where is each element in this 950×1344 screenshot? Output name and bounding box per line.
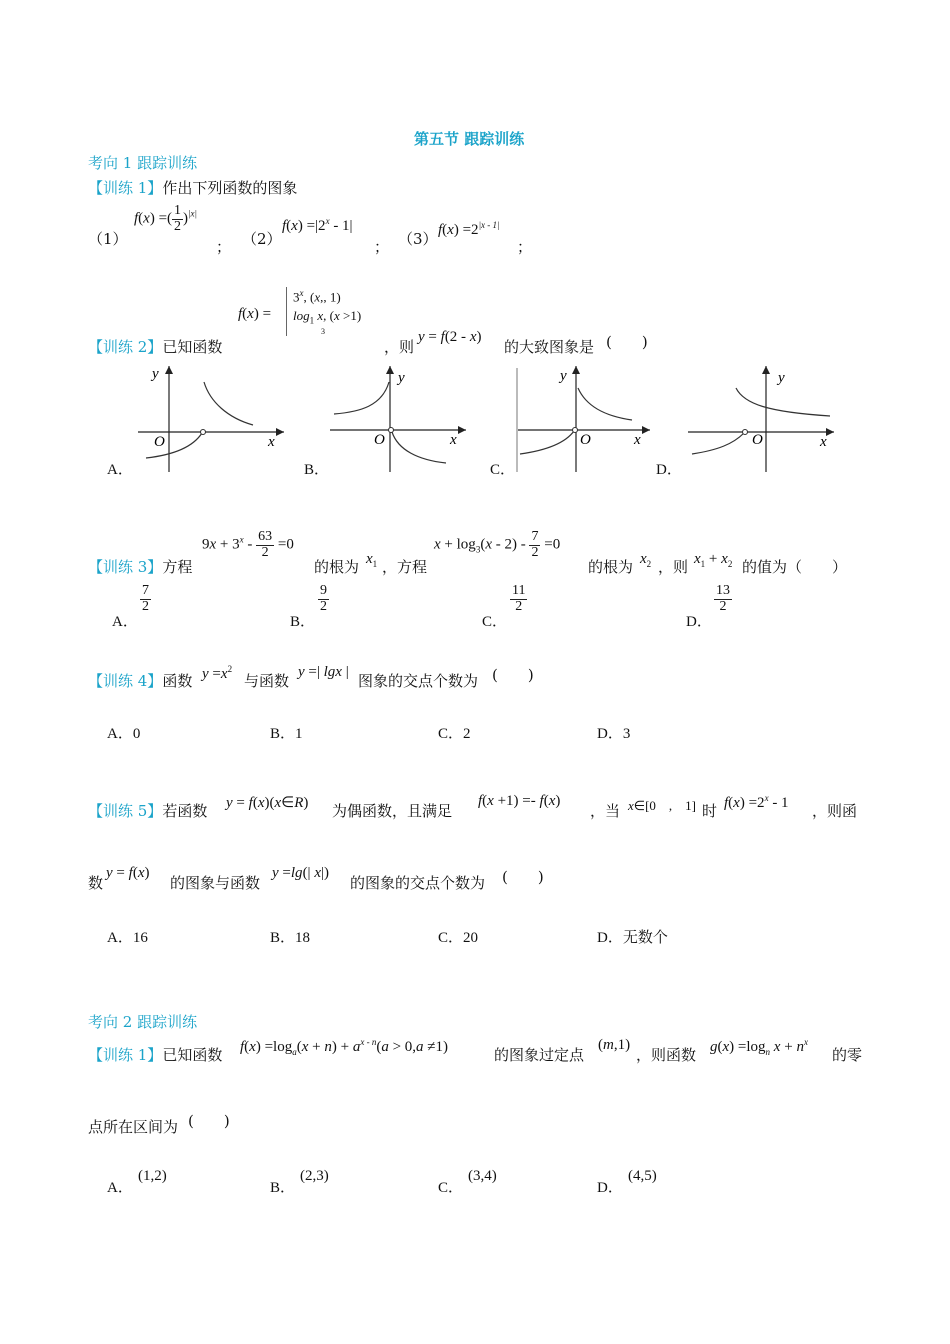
s1-q1-text: 作出下列函数的图象 [162,179,298,197]
s1-q5-text-a: 若函数 [162,802,208,820]
s1-q3-text-c: ，方程 [382,558,428,576]
s1-q2-fx: f(x) = [238,306,272,322]
s1-q5-text-b: 为偶函数，且满足 [332,802,453,820]
s1-q3-opt-b[interactable]: B． [290,614,316,630]
frac-den: 2 [719,598,727,614]
s1-q2-yfx: y = f(2 - x) [418,329,482,345]
axis-origin-label: O [580,432,591,448]
frac-num: 9 [320,583,327,598]
s2-q1-text-d: 的零 [832,1046,863,1064]
s1-q3-opt-a-frac [140,584,151,614]
frac-den: 2 [515,598,523,614]
s1-q5-tag: 【训练 5】 [88,802,163,820]
s1-q5-def: $f(x) =2^x - 1$ [724,793,789,811]
s1-q2-tag: 【训练 2】 [88,338,163,356]
s1-q4-y1: $y =x^2$ [202,664,233,682]
axis-y-label: y [398,370,405,386]
s2-q1-opt-c-value: (3,4) [468,1168,497,1184]
axis-x-label: x [268,434,275,450]
s1-q2-graph-c[interactable] [514,362,654,474]
s1-q5-y-fx: y = f(x)(x∈R) [226,795,309,811]
s1-q1-tag: 【训练 1】 [88,179,163,197]
section-2-heading: 考向 2 跟踪训练 [88,1013,198,1031]
axis-x-label: x [820,434,827,450]
s1-q1-line [88,177,297,198]
s1-q3-opt-c[interactable]: C． [482,614,508,630]
s2-q1-opt-d-value: (4,5) [628,1168,657,1184]
s1-q3-eq1: $9x + 3^x$ - $\frac{63}{2}$ =0 [202,529,294,560]
s2-q1-text-a: 已知函数 [162,1046,223,1064]
s1-q5-line1 [88,800,207,821]
s1-q5-yfx2: y = f(x) [106,865,150,881]
s1-q2-piecewise: 3$^x$, (x,, 1) $\log_1 x$, (x >1) 3 [286,287,361,336]
s1-q3-text-b: 的根为 [314,558,360,576]
s1-q3-text-d: 的根为 [588,558,634,576]
s2-q1-opt-c[interactable]: C． [438,1180,464,1196]
frac-num: 11 [512,583,526,598]
s2-q1-line2: 点所在区间为 [88,1118,179,1136]
s1-q4-text-b: 与函数 [244,672,290,690]
s1-q4-opt-c[interactable]: C．2 [438,726,471,742]
axis-y-label: y [560,368,567,384]
frac-num: 7 [142,583,149,598]
s1-q5-text-d: 时 [702,802,718,820]
s1-q5-opt-b[interactable]: B．18 [270,930,311,946]
s1-q5-line2-b: 的图象与函数 [170,874,261,892]
s1-q2-graph-b[interactable] [330,362,470,474]
s1-q3-text-f: 的值为（ ） [742,558,848,576]
s1-q2-text-mid: ，则 [384,338,415,356]
s1-q3-eq2: $x + \log_3(x - 2)$ - $\frac{7}{2}$ =0 [434,529,561,560]
axis-origin-label: O [154,434,165,450]
s1-q1-sep-3: ； [517,238,533,256]
s1-q1-sep-1: ； [216,238,232,256]
s1-q1-formula-2: $f(x) =|2^x - 1|$ [282,216,353,234]
axis-origin-label: O [374,432,385,448]
s1-q1-formula-3: $f(x) =2^{|x - 1|}$ [438,220,500,238]
s2-q1-tag: 【训练 1】 [88,1046,163,1064]
axis-y-label: y [152,366,159,382]
s1-q4-paren: ( ) [492,666,534,684]
s1-q3-x1: $x_1$ [366,551,378,569]
s1-q4-opt-d[interactable]: D．3 [597,726,631,742]
s1-q3-opt-d[interactable]: D． [686,614,712,630]
s2-q1-paren: ( ) [188,1112,230,1130]
s1-q1-item1-label: （1） [88,230,128,248]
s2-q1-line1 [88,1044,222,1065]
s1-q2-paren: ( ) [606,333,648,351]
s1-q3-text-e: ，则 [658,558,689,576]
frac-den: 2 [320,598,327,614]
s1-q4-line [88,670,192,691]
s1-q4-tag: 【训练 4】 [88,672,163,690]
frac-num: 13 [716,583,730,598]
axis-origin-label: O [752,432,763,448]
s1-q3-text-a: 方程 [162,558,193,576]
s1-q3-sum: $x_1 + x_2$ [694,551,733,569]
s1-q5-opt-c[interactable]: C．20 [438,930,479,946]
s1-q2-opt-d[interactable]: D． [656,462,682,478]
s1-q3-opt-a[interactable]: A． [112,614,138,630]
s2-q1-opt-a[interactable]: A． [107,1180,133,1196]
s1-q3-x2: $x_2$ [640,551,652,569]
s2-q1-point: (m,1) [598,1037,631,1053]
s1-q2-text-before: 已知函数 [162,338,223,356]
s1-q4-y2: y =| lgx | [298,664,349,680]
s1-q2-opt-b[interactable]: B． [304,462,330,478]
s1-q3-opt-c-frac [510,584,527,614]
s1-q2-opt-a[interactable]: A． [107,462,133,478]
s2-q1-opt-a-value: (1,2) [138,1168,167,1184]
s1-q3-opt-b-frac [318,584,329,614]
s2-q1-text-b: 的图象过定点 [494,1046,585,1064]
s1-q2-graph-a[interactable] [138,362,288,474]
s1-q4-opt-a[interactable]: A．0 [107,726,141,742]
s1-q2-opt-c[interactable]: C． [490,462,516,478]
s1-q1-formula-1: f(x) =( $\frac{1}{2}$ )$^{|x|}$ [134,203,197,234]
s1-q4-text-c: 图象的交点个数为 [358,672,479,690]
s1-q5-line2-a: 数 [88,874,104,892]
s2-q1-opt-b-value: (2,3) [300,1168,329,1184]
s2-q1-gx: $g(x) =\log_n$ $x + n^x$ [710,1037,808,1057]
axis-y-label: y [778,370,785,386]
s1-q3-line [88,556,192,577]
s1-q4-opt-b[interactable]: B．1 [270,726,303,742]
s1-q5-opt-a[interactable]: A．16 [107,930,148,946]
s1-q1-item2-label: （2） [242,230,282,248]
s1-q3-tag: 【训练 3】 [88,558,163,576]
s1-q2-text-after: 的大致图象是 [504,338,595,356]
s1-q2-line [88,336,222,357]
s1-q5-cond: f(x +1) =- f(x) [478,793,561,809]
s1-q5-opt-d[interactable]: D．无数个 [597,930,668,946]
frac-den: 2 [142,598,149,614]
section-1-heading: 考向 1 跟踪训练 [88,154,198,172]
s1-q1-item3-label: （3） [398,230,438,248]
s1-q5-line2-c: 的图象的交点个数为 [350,874,486,892]
page-title: 第五节 跟踪训练 [414,130,525,148]
s1-q5-text-e: ，则函 [812,802,858,820]
axis-x-label: x [634,432,641,448]
s1-q2-graph-d[interactable] [688,362,838,474]
axis-x-label: x [450,432,457,448]
s1-q5-paren: ( ) [502,868,544,886]
s2-q1-fx: $f(x) =\log_a(x + n) + a^{x - n}(a > 0,a \ne 1)$ [240,1037,449,1057]
s1-q5-interval: x∈[0 , 1] [628,798,697,813]
s1-q5-ylg: y =lg(| x|) [272,865,329,881]
s2-q1-text-c: ，则函数 [636,1046,697,1064]
s2-q1-opt-b[interactable]: B． [270,1180,296,1196]
s1-q4-text-a: 函数 [162,672,193,690]
s1-q1-sep-2: ； [374,238,390,256]
s1-q3-opt-d-frac [714,584,732,614]
s2-q1-opt-d[interactable]: D． [597,1180,623,1196]
s1-q5-text-c: ，当 [590,802,621,820]
